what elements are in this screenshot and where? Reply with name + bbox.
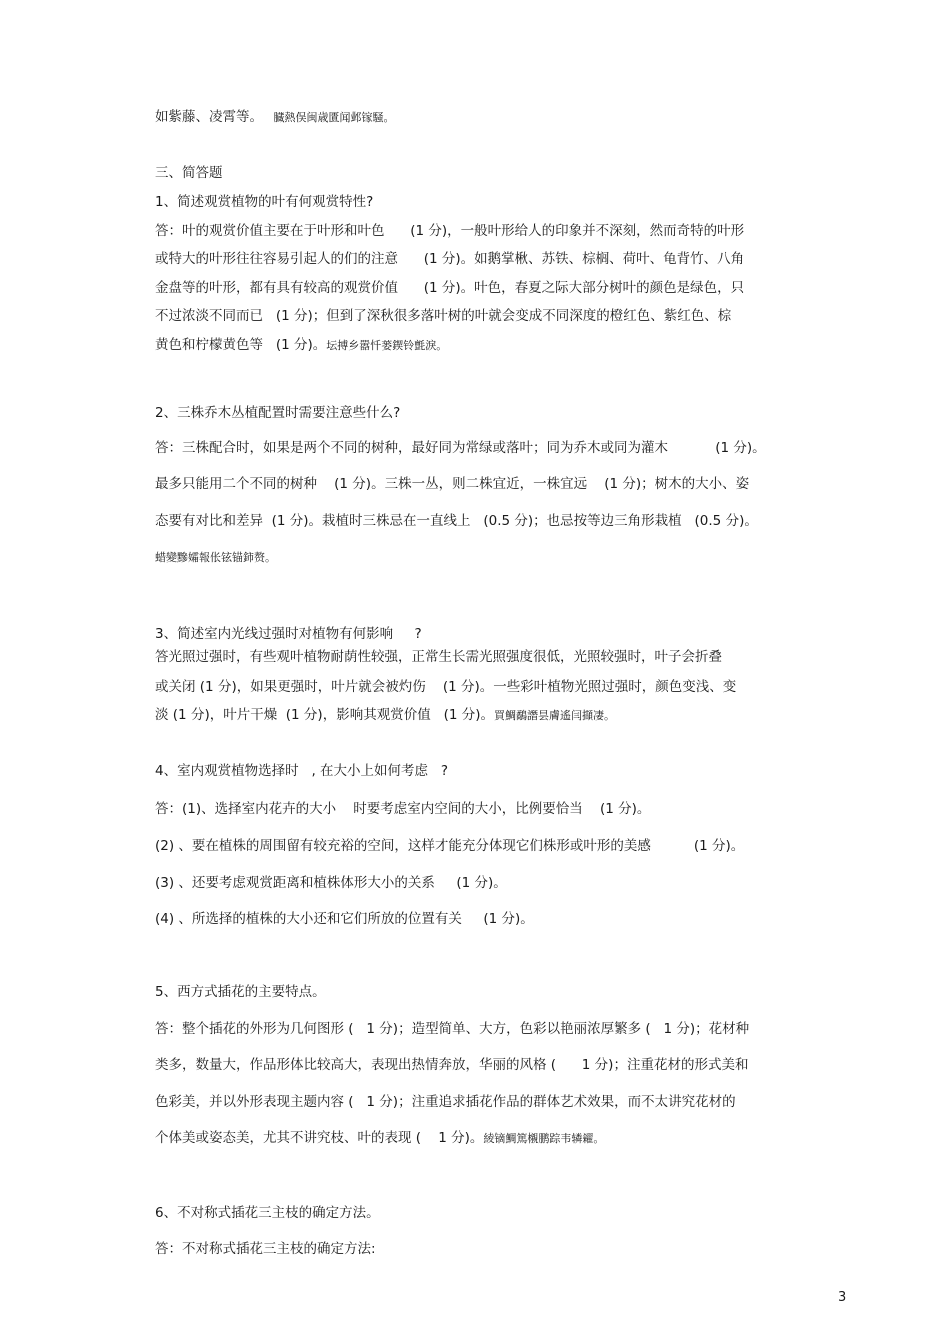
answer-line: 答光照过强时，有些观叶植物耐荫性较强，正常生长需光照强度很低，光照较强时，叶子会折叠 <box>155 649 722 665</box>
answer-line: 淡 (1 分)，叶片干燥 (1 分)，影响其观赏价值 (1 分)。買鯛鷸譖昙膚遙闫擷凄。 <box>155 707 615 723</box>
question-heading: 1、简述观赏植物的叶有何观赏特性? <box>155 194 374 210</box>
answer-line: 黄色和柠檬黄色等 (1 分)。坛搏乡嚣忏蒌鍥铃氈淚。 <box>155 337 448 353</box>
answer-line: 或关闭 (1 分)，如果更强时，叶片就会被灼伤 (1 分)。一些彩叶植物光照过强时，颜色变浅、变 <box>155 679 737 695</box>
answer-line: 答：三株配合时，如果是两个不同的树种，最好同为常绿或落叶；同为乔木或同为灌木 (1 分)。 <box>155 440 766 456</box>
answer-line: 态要有对比和差异 (1 分)。栽植时三株忌在一直线上 (0.5 分)；也忌按等边三角形栽植 (0.5 分)。 <box>155 513 758 529</box>
answer-line: (2) 、要在植株的周围留有较充裕的空间，这样才能充分体现它们株形或叶形的美感 (1 分)。 <box>155 838 745 854</box>
answer-line: (3) 、还要考虑观赏距离和植株体形大小的关系 (1 分)。 <box>155 875 507 891</box>
question-heading: 6、不对称式插花三主枝的确定方法。 <box>155 1205 380 1221</box>
answer-line: 答：整个插花的外形为几何图形 ( 1 分)；造型简单、大方，色彩以艳丽浓厚繁多 ( 1 分)；花材种 <box>155 1021 750 1037</box>
section-heading: 三、简答题 <box>155 165 223 181</box>
answer-line: 金盘等的叶形，都有具有较高的观赏价值 (1 分)。叶色，春夏之际大部分树叶的颜色是绿色，只 <box>155 280 745 296</box>
answer-line: 最多只能用二个不同的树种 (1 分)。三株一丛，则二株宜近，一株宜远 (1 分)；树木的大小、姿 <box>155 476 750 492</box>
answer-line: 蜡變黲孀報伥铉锚鈰赘。 <box>155 551 276 564</box>
page-number: 3 <box>838 1290 847 1305</box>
question-heading: 5、西方式插花的主要特点。 <box>155 984 326 1000</box>
answer-line: 或特大的叶形往往容易引起人的们的注意 (1 分)。如鹅掌楸、苏铁、棕榈、荷叶、龟背竹、八角 <box>155 251 745 267</box>
question-heading: 3、简述室内光线过强时对植物有何影响 ? <box>155 626 422 642</box>
text-line: 如紫藤、凌霄等。 臓熱俣闽歳匱闻邺镓騒。 <box>155 109 395 125</box>
answer-line: 色彩美，并以外形表现主题内容 ( 1 分)；注重追求插花作品的群体艺术效果，而不太讲究花材的 <box>155 1094 736 1110</box>
answer-line: 答：叶的观赏价值主要在于叶形和叶色 (1 分)，一般叶形给人的印象并不深刻，然而奇特的叶形 <box>155 223 745 239</box>
answer-line: (4) 、所选择的植株的大小还和它们所放的位置有关 (1 分)。 <box>155 911 534 927</box>
answer-line: 个体美或姿态美，尤其不讲究枝、叶的表现 ( 1 分)。綾镝鯛篤櫬鹏踪韦辚糴。 <box>155 1130 605 1146</box>
answer-line: 不过浓淡不同而已 (1 分)；但到了深秋很多落叶树的叶就会变成不同深度的橙红色、紫红色、棕 <box>155 308 732 324</box>
answer-line: 类多，数量大，作品形体比较高大，表现出热情奔放，华丽的风格 ( 1 分)；注重花材的形式美和 <box>155 1057 749 1073</box>
question-heading: 4、室内观赏植物选择时 , 在大小上如何考虑 ? <box>155 763 449 779</box>
question-heading: 2、三株乔木丛植配置时需要注意些什么? <box>155 405 401 421</box>
answer-line: 答：不对称式插花三主枝的确定方法: <box>155 1241 376 1257</box>
answer-line: 答：(1)、选择室内花卉的大小 时要考虑室内空间的大小，比例要恰当 (1 分)。 <box>155 801 651 817</box>
